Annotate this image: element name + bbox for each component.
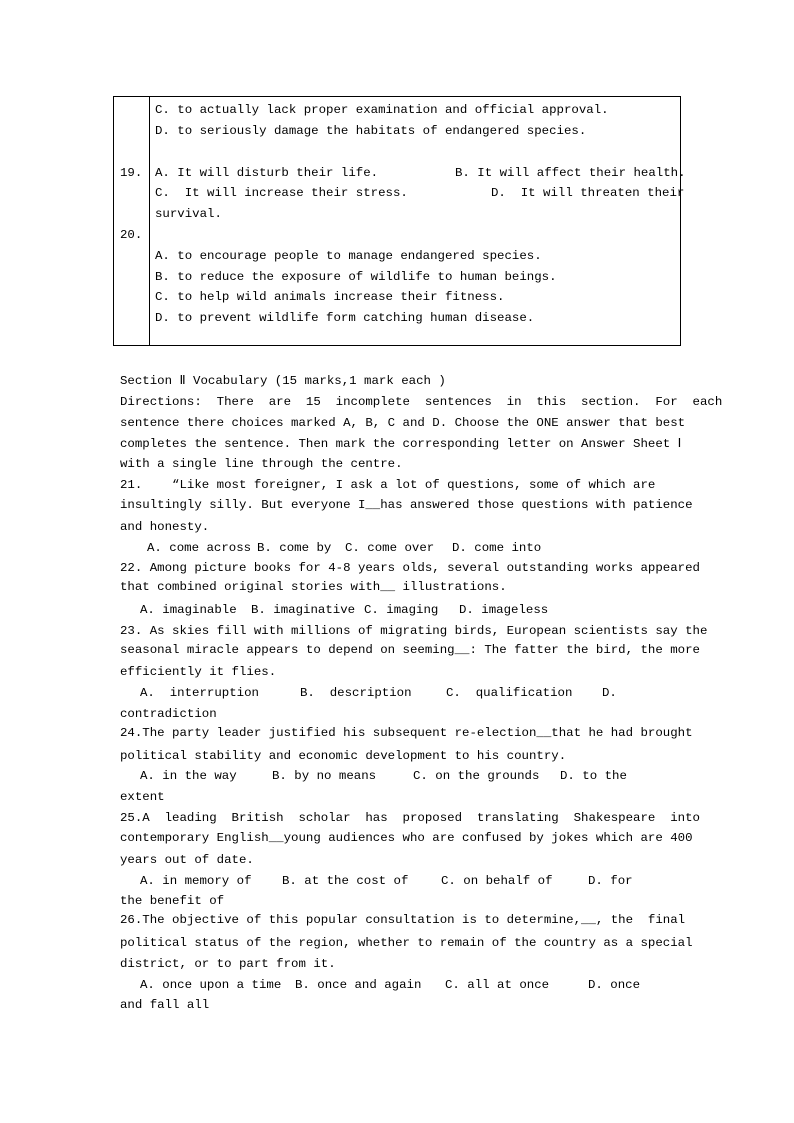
- option-b: B. come by: [257, 541, 332, 555]
- option-d: D. for: [588, 874, 633, 888]
- question-22-line: that combined original stories with__ illustrations.: [120, 580, 507, 594]
- question-25-line: 25.A leading British scholar has proposed translating Shakespeare into: [120, 811, 700, 825]
- option-b: B. It will affect their health.: [455, 166, 686, 180]
- option-d: D. come into: [452, 541, 542, 555]
- question-number: 20.: [120, 228, 143, 242]
- option-b: B. by no means: [272, 769, 377, 783]
- question-21-line: insultingly silly. But everyone I__has answered those questions with patience: [120, 498, 693, 512]
- option-a: A. in memory of: [140, 874, 252, 888]
- option-c: C. to help wild animals increase their fitness.: [155, 290, 505, 304]
- option-a: A. imaginable: [140, 603, 237, 617]
- option-c: C. come over: [345, 541, 435, 555]
- option-b: B. imaginative: [251, 603, 356, 617]
- question-26-line: 26.The objective of this popular consultation is to determine,__, the final: [120, 913, 686, 927]
- question-24-line: political stability and economic development to his country.: [120, 749, 567, 763]
- option-a: A. once upon a time: [140, 978, 282, 992]
- option-c: C. on the grounds: [413, 769, 540, 783]
- option-d-continuation: contradiction: [120, 707, 217, 721]
- option-a: A. It will disturb their life.: [155, 166, 379, 180]
- option-a: A. in the way: [140, 769, 237, 783]
- table-option-line: C. to actually lack proper examination and official approval.: [155, 103, 609, 117]
- option-d: D. to the: [560, 769, 627, 783]
- question-23-line: 23. As skies fill with millions of migrating birds, European scientists say the: [120, 624, 708, 638]
- table-column-divider: [149, 97, 150, 345]
- option-d-continuation: the benefit of: [120, 894, 225, 908]
- option-d: D. It will threaten their: [491, 186, 685, 200]
- option-b: B. once and again: [295, 978, 422, 992]
- option-c: C. all at once: [445, 978, 550, 992]
- option-d: D. once: [588, 978, 641, 992]
- question-26-line: district, or to part from it.: [120, 957, 336, 971]
- question-24-line: 24.The party leader justified his subsequent re-election__that he had brought: [120, 726, 693, 740]
- option-d-continuation: extent: [120, 790, 165, 804]
- question-21-line: 21. “Like most foreigner, I ask a lot of questions, some of which are: [120, 478, 656, 492]
- option-c: C. It will increase their stress.: [155, 186, 408, 200]
- option-a: A. to encourage people to manage endangered species.: [155, 249, 542, 263]
- directions-line: completes the sentence. Then mark the corresponding letter on Answer Sheet Ⅰ: [120, 437, 682, 451]
- question-25-line: contemporary English__young audiences who are confused by jokes which are 400: [120, 831, 693, 845]
- option-a: A. interruption: [140, 686, 259, 700]
- table-option-line: D. to seriously damage the habitats of endangered species.: [155, 124, 587, 138]
- directions-line: sentence there choices marked A, B, C and D. Choose the ONE answer that best: [120, 416, 686, 430]
- option-c: C. imaging: [364, 603, 439, 617]
- section-title: Section Ⅱ Vocabulary (15 marks,1 mark each ): [120, 374, 446, 388]
- question-26-line: political status of the region, whether to remain of the country as a special: [120, 936, 693, 950]
- option-c: C. qualification: [446, 686, 573, 700]
- question-23-line: efficiently it flies.: [120, 665, 277, 679]
- question-22-line: 22. Among picture books for 4-8 years olds, several outstanding works appeared: [120, 561, 700, 575]
- option-d: D. imageless: [459, 603, 549, 617]
- option-b: B. at the cost of: [282, 874, 409, 888]
- question-25-line: years out of date.: [120, 853, 254, 867]
- directions-line: Directions: There are 15 incomplete sentences in this section. For each: [120, 395, 723, 409]
- option-b: B. to reduce the exposure of wildlife to human beings.: [155, 270, 557, 284]
- option-a: A. come across: [147, 541, 252, 555]
- option-d: D. to prevent wildlife form catching human disease.: [155, 311, 535, 325]
- question-23-line: seasonal miracle appears to depend on seeming__: The fatter the bird, the more: [120, 643, 700, 657]
- question-number: 19.: [120, 166, 143, 180]
- option-c: C. on behalf of: [441, 874, 553, 888]
- question-21-line: and honesty.: [120, 520, 210, 534]
- option-d: D.: [602, 686, 617, 700]
- option-b: B. description: [300, 686, 412, 700]
- option-d-continuation: survival.: [155, 207, 222, 221]
- option-d-continuation: and fall all: [120, 998, 210, 1012]
- directions-line: with a single line through the centre.: [120, 457, 403, 471]
